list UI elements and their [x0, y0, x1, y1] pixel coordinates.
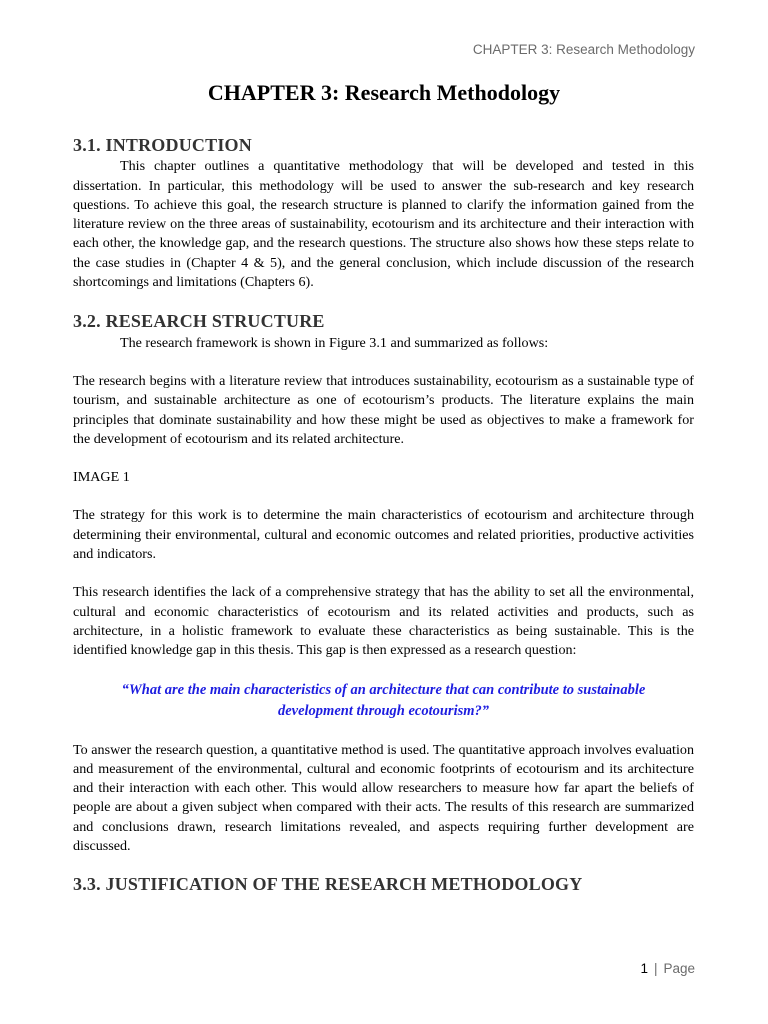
research-structure-intro: The research framework is shown in Figure 3.1 and summarized as follows: [120, 334, 549, 351]
research-structure-paragraph-2: The strategy for this work is to determine the main characteristics of ecotourism and architecture through determining their environmental, cultural and economic outcomes and related priorities, productive activities and indicators. [73, 507, 694, 563]
page-footer [640, 961, 695, 976]
research-structure-paragraph-1: The research begins with a literature review that introduces sustainability, ecotourism as a sustainable type of tourism, and sustainable architecture as one of ecotourism’s products. The literature explains the main principles that dominate sustainability and how these might be used as objectives to make a framework for the development of ecotourism and its related architecture. [73, 372, 694, 447]
introduction-paragraph: This chapter outlines a quantitative methodology that will be developed and tested in this dissertation. In particular, this methodology will be used to answer the sub-research and key research questions. To achieve this goal, the research structure is planned to clarify the information gained from the literature review on the three areas of sustainability, ecotourism and its architecture and their interaction with each other, the knowledge gap, and the research questions. The structure also shows how these steps relate to the case studies in (Chapter 4 & 5), and the general conclusion, which include discussion of the research shortcomings and limitations (Chapters 6). [73, 158, 694, 291]
section-heading-justification: 3.3. JUSTIFICATION OF THE RESEARCH METHODOLOGY [73, 874, 583, 895]
document-body [73, 136, 694, 895]
chapter-title: CHAPTER 3: Research Methodology [207, 80, 561, 105]
running-header: CHAPTER 3: Research Methodology [472, 42, 695, 57]
image-placeholder-label: IMAGE 1 [73, 469, 130, 486]
research-question-quote: “What are the main characteristics of an architecture that can contribute to sustainable development through ecotourism?” [121, 681, 646, 719]
footer-separator: | [653, 961, 658, 976]
page-label: Page [663, 961, 695, 976]
research-structure-paragraph-4: To answer the research question, a quantitative method is used. The quantitative approach involves evaluation and measurement of the environmental, cultural and economic footprints of ecotourism and its architecture and their interaction with each other. This would allow researchers to measure how far apart the beliefs of people are about a given subject when compared with their acts. The results of this research are summarized and conclusions drawn, research limitations revealed, and aspects requiring further development are discussed. [73, 741, 694, 855]
page-number: 1 [640, 961, 648, 976]
section-heading-research-structure: 3.2. RESEARCH STRUCTURE [73, 311, 325, 332]
section-heading-introduction: 3.1. INTRODUCTION [73, 135, 252, 155]
research-structure-paragraph-3: This research identifies the lack of a comprehensive strategy that has the ability to set all the environmental, cultural and economic characteristics of ecotourism and its related activities and products, such as architecture, in a holistic framework to evaluate these characteristics as being sustainable. This is the identified knowledge gap in this thesis. This gap is then expressed as a research question: [73, 584, 694, 659]
